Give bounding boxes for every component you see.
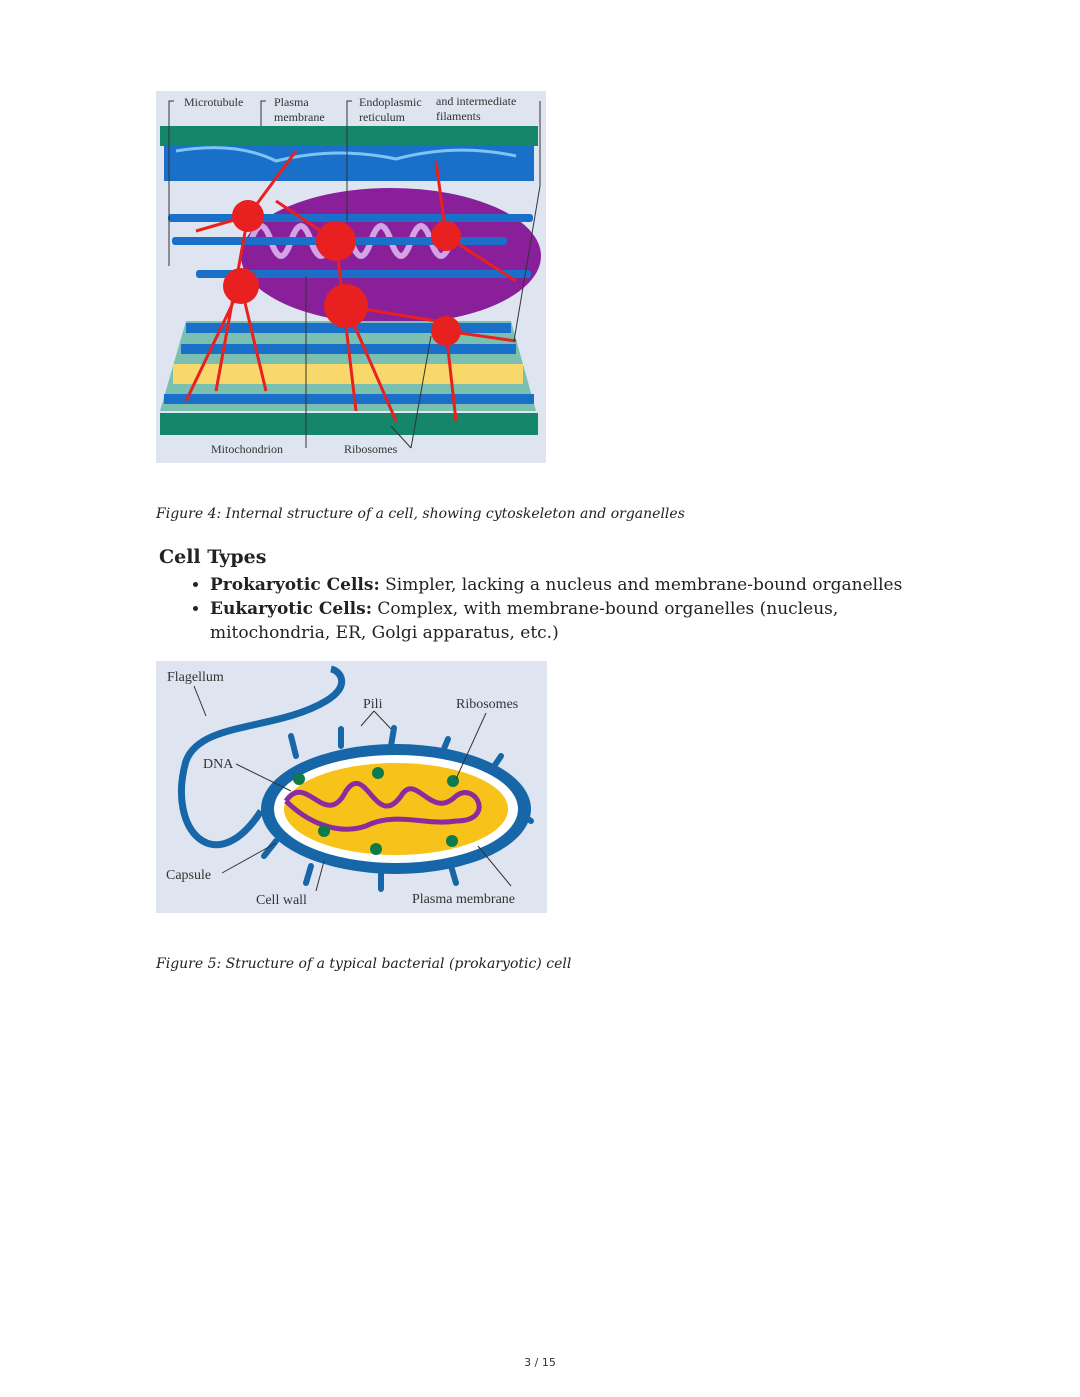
cell-internal-structure-figure <box>156 91 546 463</box>
label-er-2: reticulum <box>359 110 405 124</box>
bacterial-cell-figure <box>156 661 547 913</box>
list-item-text: Complex, with membrane-bound organelles (nucleus, mitochondria, ER, Golgi apparatus, etc.) <box>210 599 839 643</box>
list-item-text: Simpler, lacking a nucleus and membrane-bound organelles <box>379 575 903 595</box>
label-cell-wall: Cell wall <box>256 893 307 908</box>
label-filaments-2: filaments <box>436 109 481 123</box>
label-er: Endoplasmic <box>359 95 422 109</box>
label-flagellum: Flagellum <box>167 670 224 685</box>
cell-types-list <box>184 573 910 645</box>
label-ribosomes: Ribosomes <box>456 697 519 712</box>
label-filaments: and intermediate <box>436 94 517 108</box>
list-item <box>210 597 910 645</box>
label-plasma-membrane: Plasma membrane <box>412 892 516 907</box>
label-microtubule: Microtubule <box>184 95 244 109</box>
figure-4-caption: Figure 4: Internal structure of a cell, showing cytoskeleton and organelles <box>156 506 685 522</box>
list-item-term: Eukaryotic Cells: <box>210 599 372 619</box>
label-dna: DNA <box>203 757 234 772</box>
label-plasma-membrane: Plasma <box>274 95 309 109</box>
label-ribosomes: Ribosomes <box>344 442 398 456</box>
list-item <box>210 573 910 597</box>
list-item-term: Prokaryotic Cells: <box>210 575 380 595</box>
label-pili: Pili <box>363 697 383 712</box>
section-heading: Cell Types <box>159 546 267 568</box>
label-capsule: Capsule <box>166 868 212 883</box>
label-plasma-membrane-2: membrane <box>274 110 325 124</box>
figure-5-caption: Figure 5: Structure of a typical bacterial (prokaryotic) cell <box>156 956 572 972</box>
page-number: 3 / 15 <box>524 1356 556 1369</box>
label-mitochondrion: Mitochondrion <box>211 442 283 456</box>
